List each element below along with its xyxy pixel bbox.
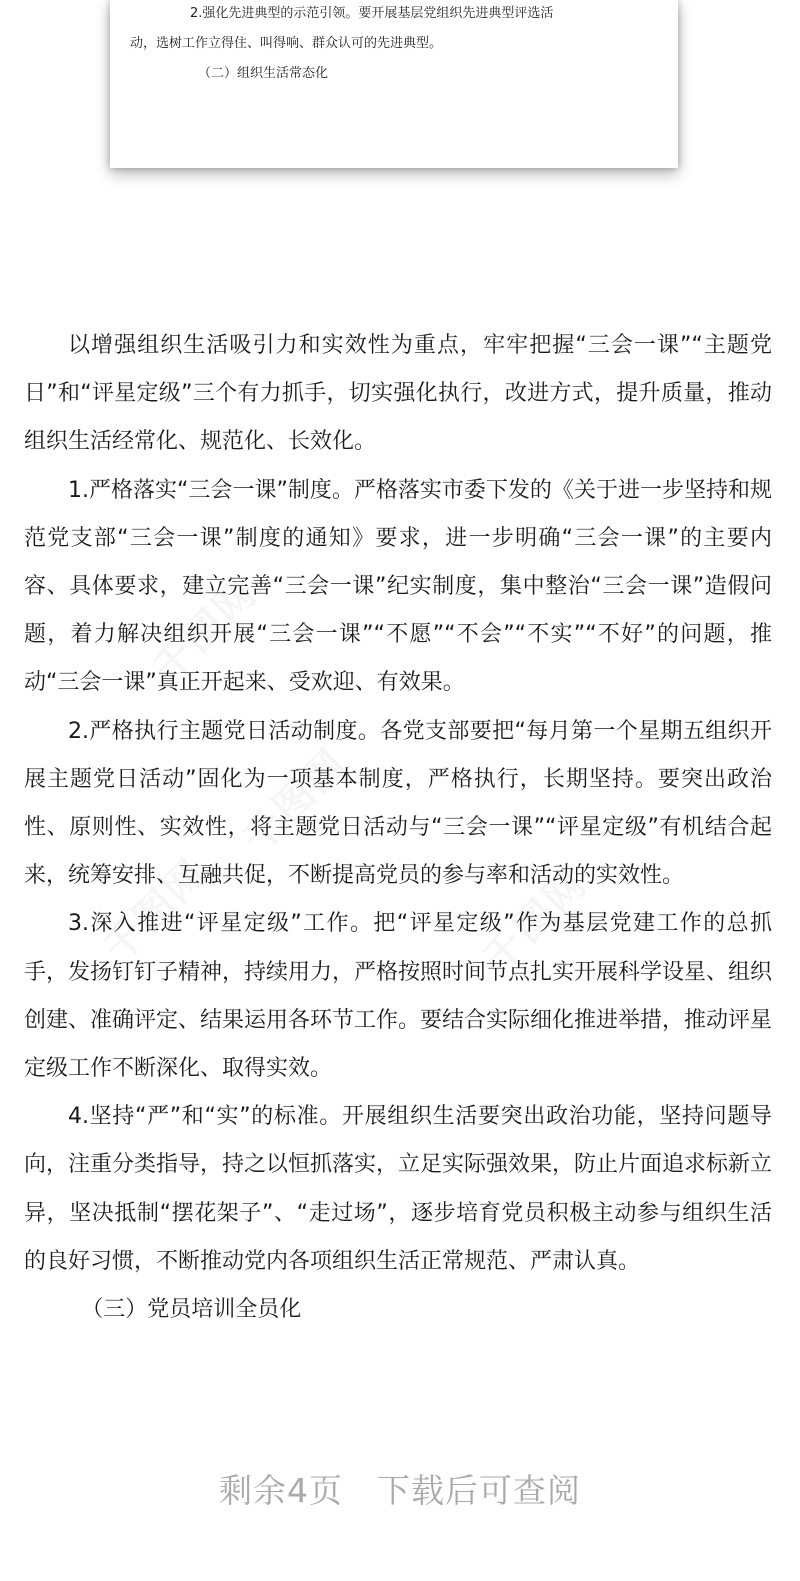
intro-paragraph: 以增强组织生活吸引力和实效性为重点，牢牢把握“三会一课”“主题党日”和“评星定级”三个有力抓手，切实强化执行，改进方式，提升质量，推动组织生活经常化、规范化、长效化。 bbox=[24, 333, 772, 455]
item-paragraph-3: 3.深入推进“评星定级”工作。把“评星定级”作为基层党建工作的总抓手，发扬钉钉子精神，持续用力，严格按照时间节点扎实开展科学设星、组织创建、准确评定、结果运用各环节工作。要结合实际细化推进举措，推动评星定级工作不断深化、取得实效。 bbox=[24, 911, 773, 1082]
item-paragraph-2: 2.严格执行主题党日活动制度。各党支部要把“每月第一个星期五组织开展主题党日活动”固化为一项基本制度，严格执行，长期坚持。要突出政治性、原则性、实效性，将主题党日活动与“三会一课”“评星定级”有机结合起来，统筹安排、互融共促，不断提高党员的参与率和活动的实效性。 bbox=[24, 718, 772, 889]
document-body bbox=[24, 322, 772, 1334]
watermark-logo: 千图网 bbox=[144, 570, 267, 692]
watermark-logo: 千图网 bbox=[234, 740, 357, 862]
watermark-logo: 千图网 bbox=[474, 860, 597, 982]
remaining-pages-text: 剩余4页 bbox=[219, 1471, 343, 1510]
preview-line: 2.强化先进典型的示范引领。要开展基层党组织先进典型评选活 bbox=[190, 6, 554, 21]
document-preview-card bbox=[110, 0, 678, 168]
item-paragraph-4: 4.坚持“严”和“实”的标准。开展组织生活要突出政治功能，坚持问题导向，注重分类指导，持之以恒抓落实，立足实际强效果，防止片面追求标新立异，坚决抵制“摆花架子”、“走过场”，逐步培育党员积极主动参与组织生活的良好习惯，不断推动党内各项组织生活正常规范、严肃认真。 bbox=[24, 1104, 773, 1274]
download-to-view-text[interactable]: 下载后可查阅 bbox=[377, 1471, 581, 1510]
download-prompt[interactable] bbox=[0, 1465, 800, 1517]
preview-line: 动，选树工作立得住、叫得响、群众认可的先进典型。 bbox=[130, 36, 443, 51]
watermark-logo: 千图网 bbox=[94, 850, 217, 972]
section-heading: （三）党员培训全员化 bbox=[81, 1297, 302, 1323]
preview-section-heading: （二）组织生活常态化 bbox=[198, 66, 329, 81]
item-paragraph-1: 1.严格落实“三会一课”制度。严格落实市委下发的《关于进一步坚持和规范党支部“三会一课”制度的通知》要求，进一步明确“三会一课”的主要内容、具体要求，建立完善“三会一课”纪实制度，集中整治“三会一课”造假问题，着力解决组织开展“三会一课”“不愿”“不会”“不实”“不好”的问题，推动“三会一课”真正开起来、受欢迎、有效果。 bbox=[24, 477, 772, 696]
